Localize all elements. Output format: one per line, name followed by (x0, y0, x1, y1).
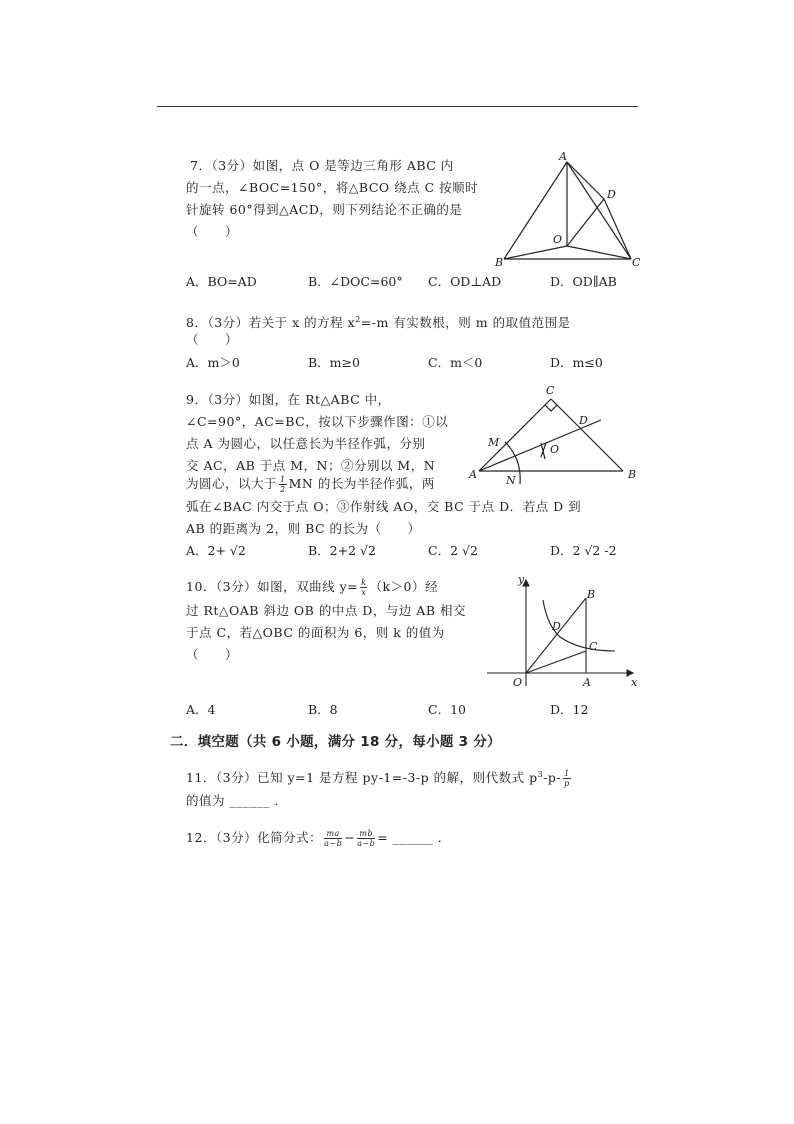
q9-label-a: A (469, 468, 477, 481)
q10-label-c: C (589, 640, 598, 653)
q8-option-a[interactable]: A．m＞0 (186, 355, 240, 370)
q11-line-1 (186, 764, 573, 789)
q9-label-d: D (579, 414, 588, 427)
q7-line-3: 针旋转 60°得到△ACD，则下列结论不正确的是 (186, 202, 463, 217)
q9-label-c: C (546, 384, 555, 397)
q12-fraction-1 (324, 829, 342, 848)
q9-option-c[interactable]: C．2 √2 (428, 543, 478, 558)
q9-label-m: M (488, 436, 500, 449)
q10-line-1-a: 10．（3分）如图，双曲线 y= (186, 579, 359, 594)
q12-frac1-den: a−b (324, 839, 343, 848)
q9-line-6: 弧在∠BAC 内交于点 O；③作射线 AO，交 BC 于点 D．若点 D 到 (186, 499, 582, 514)
q9-frac-num: 1 (280, 475, 286, 484)
q9-line-1: 9．（3分）如图，在 Rt△ABC 中， (186, 392, 391, 407)
q11-frac-num: 1 (564, 769, 570, 779)
q12-frac2-den: a−b (357, 839, 376, 848)
q12-frac1-num: ma (324, 829, 342, 839)
q8-option-b[interactable]: B．m≥0 (308, 355, 360, 370)
q11-fraction (563, 769, 571, 788)
q7-line-2: 的一点，∠BOC=150°，将△BCO 绕点 C 按顺时 (186, 180, 479, 195)
q12-fraction-2 (357, 829, 375, 848)
q10-option-b[interactable]: B．8 (308, 702, 338, 717)
q7-label-o: O (553, 233, 563, 246)
q7-option-d[interactable]: D．OD∥AB (550, 274, 617, 289)
section-2-title: 二．填空题（共 6 小题，满分 18 分，每小题 3 分） (170, 734, 501, 750)
q7-option-c[interactable]: C．OD⊥AD (428, 274, 502, 289)
q9-label-n: N (506, 474, 516, 487)
q12-minus: − (344, 830, 356, 845)
q10-frac-den: x (361, 588, 367, 597)
q8-text-b: =-m 有实数根，则 m 的取值范围是 (360, 315, 571, 331)
q8-option-d[interactable]: D．m≤0 (550, 355, 603, 370)
q9-line-3: 点 A 为圆心，以任意长为半径作弧，分别 (186, 436, 426, 451)
q8-superscript: 2 (355, 315, 361, 324)
q11-frac-den: p (564, 779, 570, 789)
q11-line-1-a: 11．（3分）已知 y=1 是方程 py-1=-3-p 的解，则代数式 p (186, 770, 538, 786)
q7-label-d: D (607, 188, 616, 201)
q9-option-a[interactable]: A．2+ √2 (186, 543, 246, 558)
q12-line-1-a: 12．（3分）化简分式： (186, 830, 323, 845)
q12-line-1-b: = ______ ． (377, 830, 451, 845)
q7-option-a[interactable]: A．BO=AD (186, 274, 257, 289)
q7-label-b: B (495, 256, 504, 269)
q10-option-c[interactable]: C．10 (428, 702, 466, 717)
q12-frac2-num: mb (357, 829, 375, 839)
q9-option-b[interactable]: B．2+2 √2 (308, 543, 376, 558)
q10-frac-num: k (361, 578, 367, 587)
q10-label-a: A (583, 676, 591, 689)
q10-line-1-b: （k＞0）经 (369, 579, 439, 594)
q10-line-4: （ ） (186, 647, 239, 662)
q9-line-7: AB 的距离为 2，则 BC 的长为（ ） (186, 521, 421, 536)
q10-label-o: O (513, 676, 523, 689)
q10-label-y: y (518, 573, 525, 586)
q9-label-o: O (550, 443, 560, 456)
q11-line-2: 的值为 ______ ． (186, 793, 288, 808)
q9-line-2: ∠C=90°，AC=BC，按以下步骤作图：①以 (186, 414, 449, 429)
q7-label-c: C (632, 256, 641, 269)
q8-line-2: （ ） (186, 332, 239, 347)
q10-option-d[interactable]: D．12 (550, 702, 589, 717)
q11-superscript: 3 (537, 770, 544, 779)
q9-frac-den: 2 (280, 485, 286, 494)
q9-line-4: 交 AC，AB 于点 M，N；②分别以 M，N (186, 458, 436, 473)
q7-line-4: （ ） (186, 224, 239, 239)
q9-option-d[interactable]: D．2 √2 -2 (550, 543, 617, 558)
q8-text-a: 8．（3分）若关于 x 的方程 x (186, 315, 356, 331)
q9-line-5-a: 为圆心，以大于 (186, 476, 278, 491)
q9-line-5-b: MN 的长为半径作弧，两 (288, 476, 435, 491)
q10-line-2: 过 Rt△OAB 斜边 OB 的中点 D，与边 AB 相交 (186, 603, 466, 618)
q10-label-b: B (587, 588, 596, 601)
q7-option-b[interactable]: B．∠DOC=60° (308, 274, 403, 289)
q8-option-c[interactable]: C．m＜0 (428, 355, 483, 370)
q10-line-3: 于点 C，若△OBC 的面积为 6，则 k 的值为 (186, 625, 445, 640)
q7-label-a: A (559, 150, 567, 163)
q9-label-b: B (628, 468, 637, 481)
q10-label-d: D (552, 620, 561, 633)
q10-label-x: x (631, 676, 638, 689)
q12-line-1 (186, 827, 451, 849)
q11-line-1-b: -p- (543, 770, 562, 786)
q7-line-1: 7．（3分）如图，点 O 是等边三角形 ABC 内 (190, 158, 454, 173)
q10-option-a[interactable]: A．4 (186, 702, 216, 717)
